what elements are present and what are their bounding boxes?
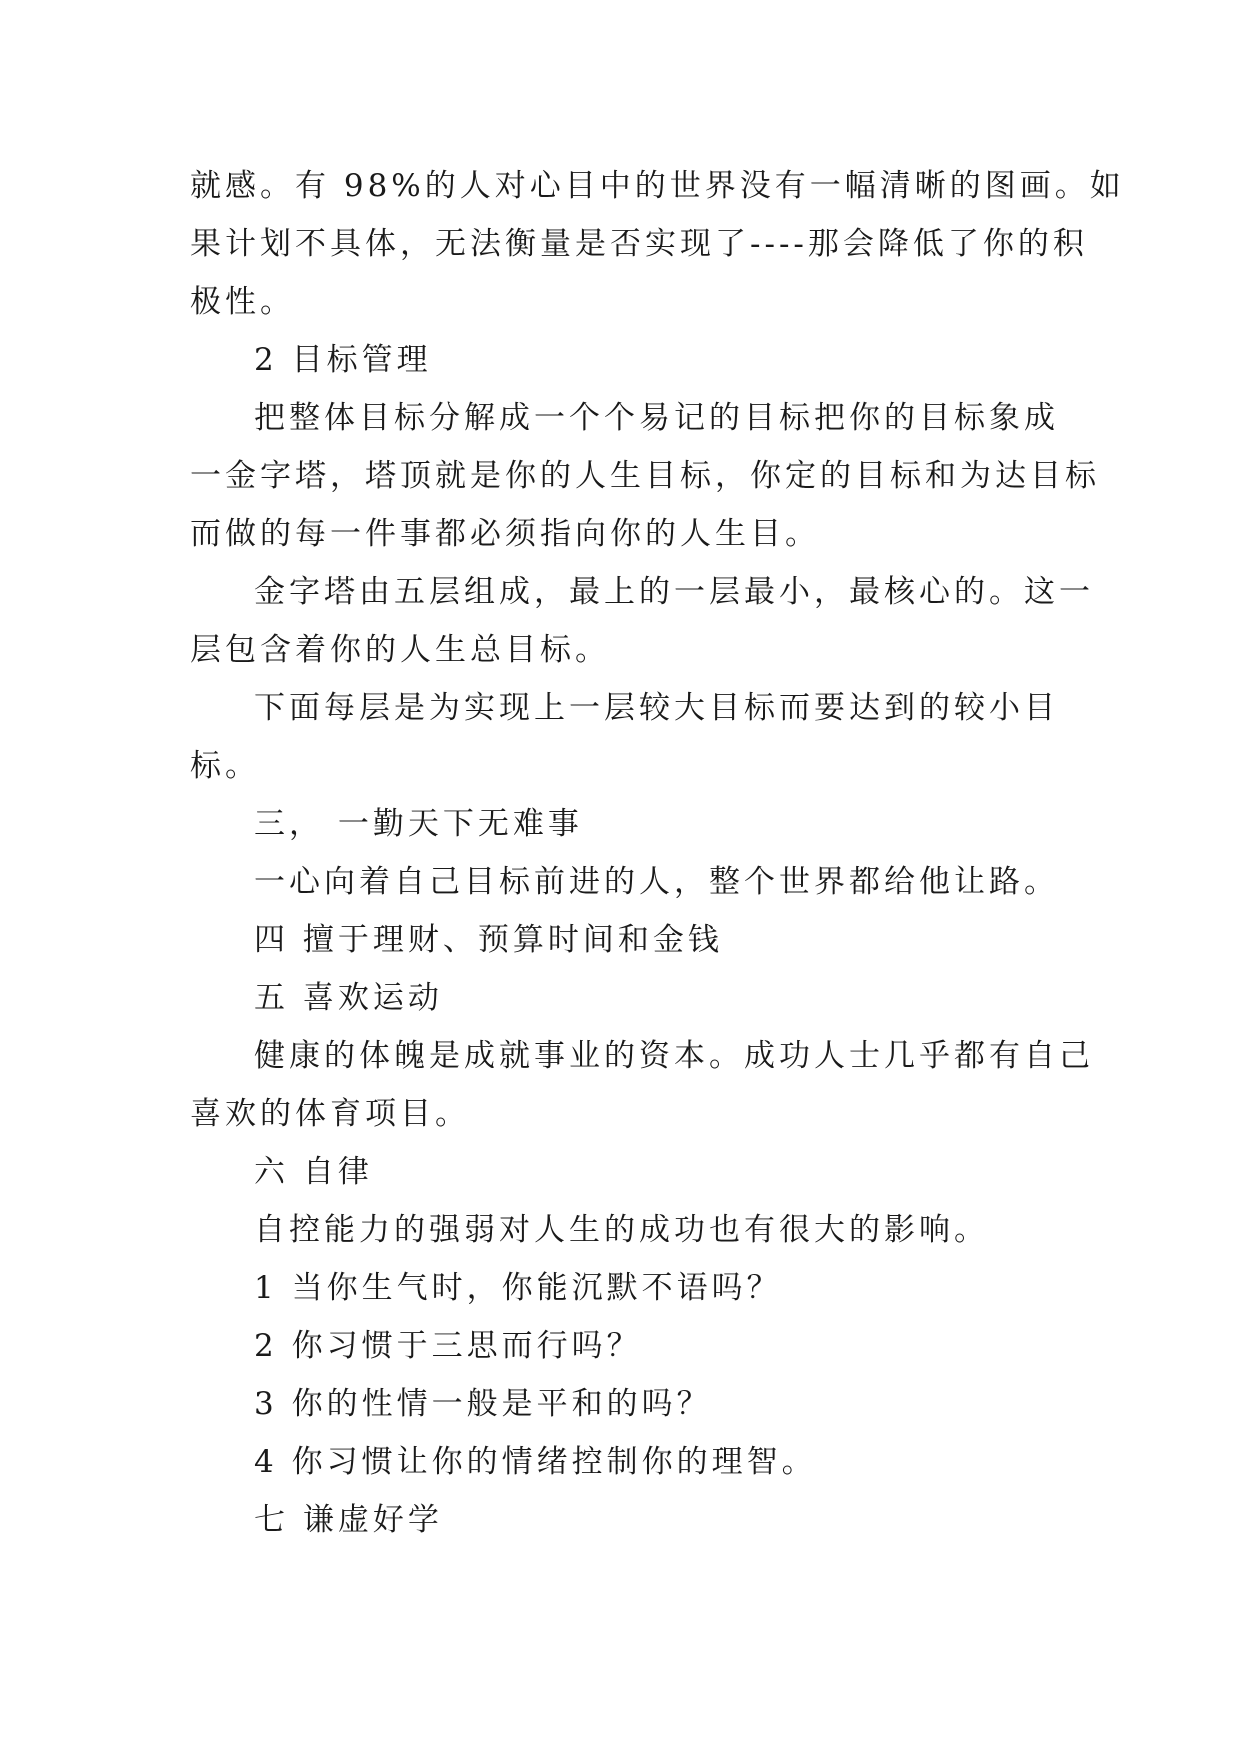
text-line: 健康的体魄是成就事业的资本。成功人士几乎都有自己 [254,1038,1094,1074]
text-line: 层包含着你的人生总目标。 [190,632,610,668]
list-item: 4 你习惯让你的情绪控制你的理智。 [254,1444,817,1480]
text-line: 金字塔由五层组成，最上的一层最小，最核心的。这一 [254,574,1094,610]
list-item: 1 当你生气时，你能沉默不语吗？ [254,1270,782,1306]
text-line: 一心向着自己目标前进的人，整个世界都给他让路。 [254,864,1059,900]
text-line: 而做的每一件事都必须指向你的人生目。 [190,516,820,552]
text-line: 自控能力的强弱对人生的成功也有很大的影响。 [254,1212,989,1248]
list-item: 2 你习惯于三思而行吗？ [254,1328,642,1364]
section-heading-3: 三， 一勤天下无难事 [254,806,583,842]
text-line: 标。 [190,748,260,784]
list-item: 3 你的性情一般是平和的吗？ [254,1386,712,1422]
text-line: 喜欢的体育项目。 [190,1096,470,1132]
text-line: 把整体目标分解成一个个易记的目标把你的目标象成 [254,400,1059,436]
section-heading-6: 六 自律 [254,1154,373,1190]
text-line: 一金字塔，塔顶就是你的人生目标，你定的目标和为达目标 [190,458,1100,494]
text-line: 极性。 [190,284,295,320]
text-line: 就感。有 98%的人对心目中的世界没有一幅清晰的图画。如 [190,168,1125,204]
section-heading-5: 五 喜欢运动 [254,980,443,1016]
section-heading-4: 四 擅于理财、预算时间和金钱 [254,922,723,958]
document-body [190,157,1125,1549]
text-line: 下面每层是为实现上一层较大目标而要达到的较小目 [254,690,1059,726]
section-heading-goal-management: 2 目标管理 [254,342,432,378]
section-heading-7: 七 谦虚好学 [254,1502,443,1538]
text-line: 果计划不具体，无法衡量是否实现了----那会降低了你的积 [190,226,1088,262]
